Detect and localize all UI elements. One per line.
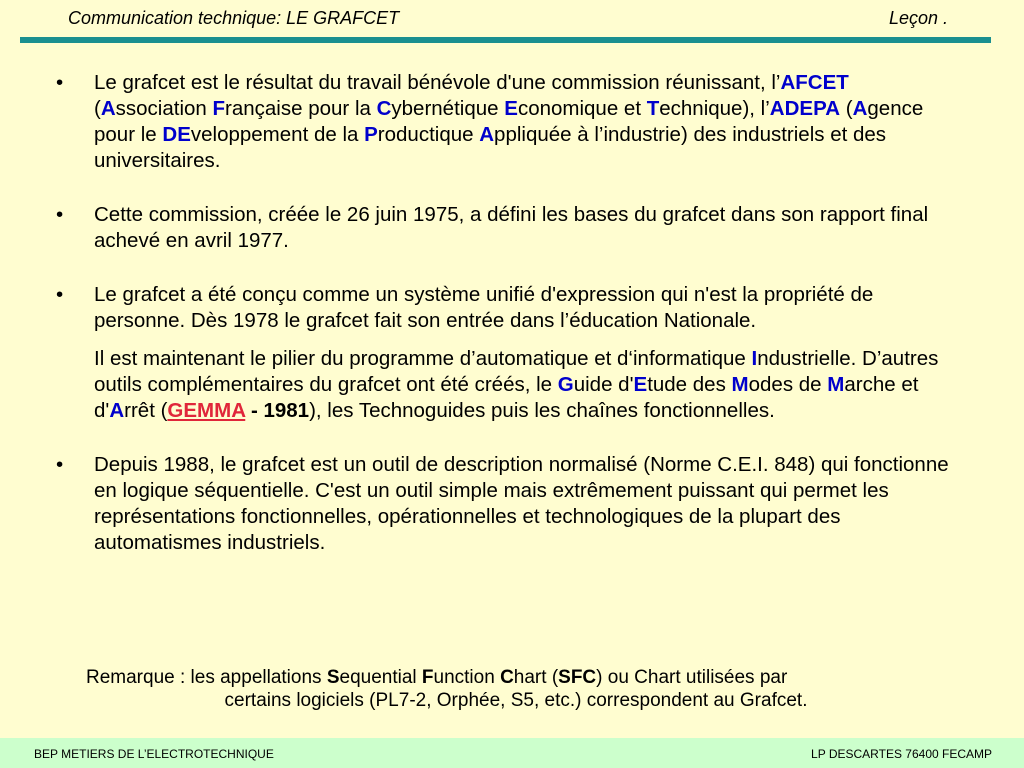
bullet-icon: •	[56, 283, 64, 306]
slide-content	[56, 70, 956, 556]
bullet-text: Le grafcet est le résultat du travail bénévole d'une commission réunissant, l’	[94, 71, 781, 94]
bullet-icon: •	[56, 71, 64, 94]
bullet-icon: •	[56, 453, 64, 476]
bullet-unified-system	[56, 282, 956, 334]
remark-note: Remarque : les appellations Sequential Function Chart (SFC) ou Chart utilisées par certains logiciels (PL7-2, Orphée, S5, etc.) correspondent au Grafcet.	[86, 666, 946, 712]
gemma-link[interactable]: GEMMA	[167, 399, 246, 422]
bullet-unified-system-continuation: Il est maintenant le pilier du programme d’automatique et d‘informatique Industrielle. D’autres outils complémentaires du grafcet ont été créés, le Guide d'Etude des Modes de Marche et d'Arrêt (GEMMA - 1981), les Technoguides puis les chaînes fonctionnelles.	[94, 347, 939, 422]
footer-bar	[0, 738, 1024, 768]
bullet-text: Depuis 1988, le grafcet est un outil de description normalisé (Norme C.E.I. 848) qui fonctionne en logique séquentielle. C'est un outil simple mais extrêmement puissant qui permet les représentations fonctionnelles, opérationnelles et technologiques de la plupart des automatismes industriels.	[94, 453, 949, 554]
bullet-text: Cette commission, créée le 26 juin 1975, a défini les bases du grafcet dans son rapport final achevé en avril 1977.	[94, 203, 929, 252]
bullet-icon: •	[56, 203, 64, 226]
footer-left: BEP METIERS DE L’ELECTROTECHNIQUE	[34, 747, 274, 761]
acronym-sfc: SFC	[558, 667, 597, 688]
acronym-adepa: ADEPA	[769, 97, 841, 120]
header-title: Communication technique: LE GRAFCET	[68, 8, 400, 28]
remark-line-2: certains logiciels (PL7-2, Orphée, S5, etc.) correspondent au Grafcet.	[224, 690, 808, 711]
bullet-text: Le grafcet a été conçu comme un système unifié d'expression qui n'est la propriété de personne. Dès 1978 le grafcet fait son entrée dans l’éducation Nationale.	[94, 283, 874, 332]
bullet-afcet: • Le grafcet est le résultat du travail bénévole d'une commission réunissant, l’AFCET (Association Française pour la Cybernétique Economique et Technique), l’ADEPA (Agence pour le DEveloppement de la Productique Appliquée à l’industrie) des industriels et des universitaires.	[56, 71, 924, 172]
footer-right: LP DESCARTES 76400 FECAMP	[811, 747, 992, 761]
header-divider	[20, 37, 991, 43]
gemma-year: - 1981	[245, 399, 310, 422]
header-lesson: Leçon .	[888, 8, 948, 28]
bullet-commission	[56, 202, 956, 254]
bullet-standardized	[56, 452, 956, 556]
acronym-afcet: AFCET	[780, 71, 849, 94]
